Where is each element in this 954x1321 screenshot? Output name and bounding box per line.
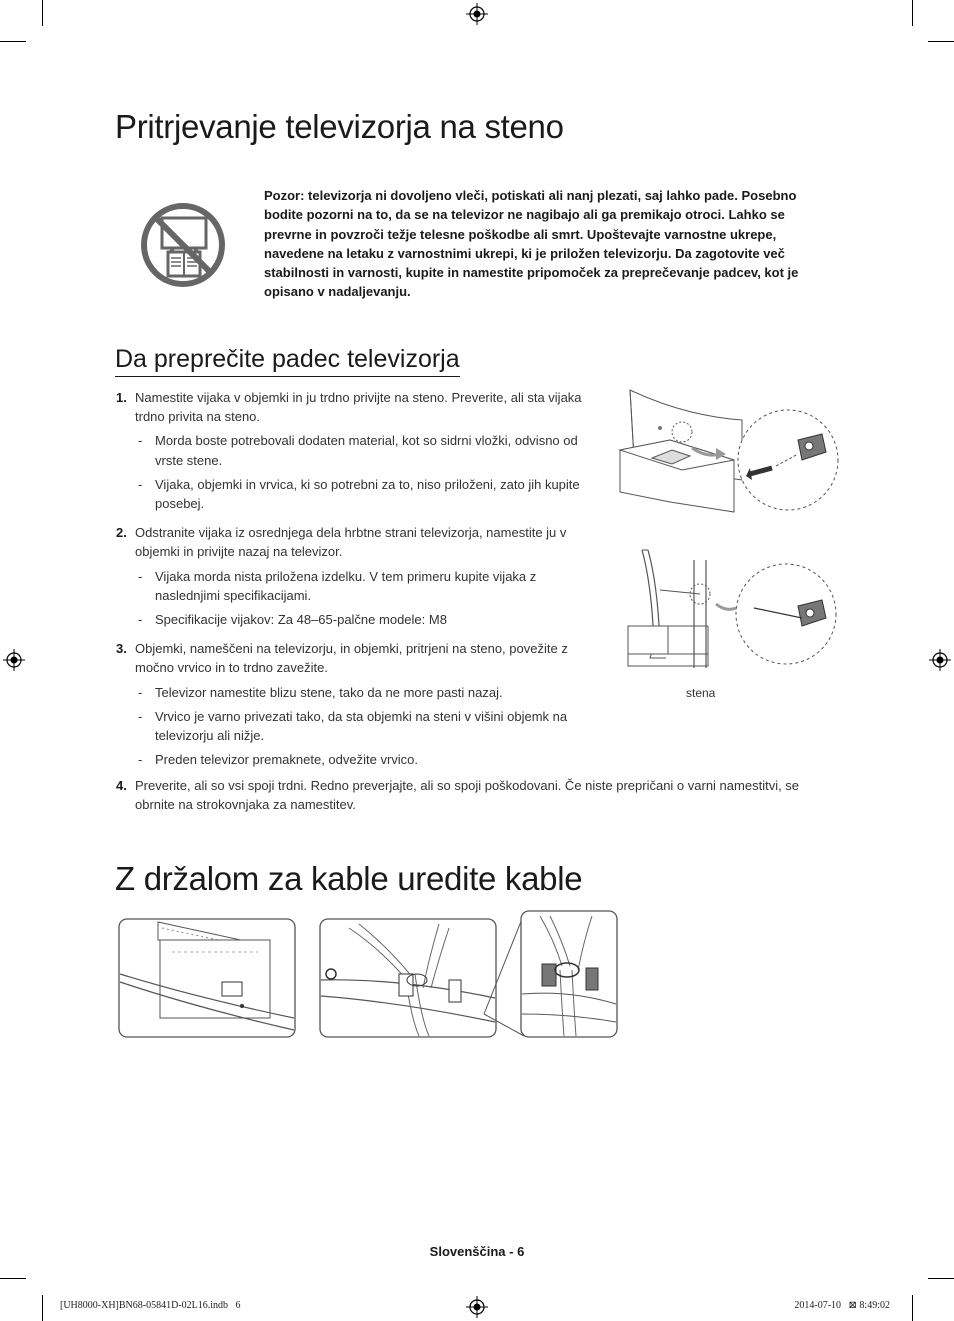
no-climbing-tv-icon xyxy=(140,202,226,288)
crop-mark xyxy=(928,1278,954,1279)
crop-mark xyxy=(912,1295,913,1321)
sub-text: Vrvico je varno privezati tako, da sta objemki na steni v višini objemk na televizorju ali nižje. xyxy=(155,708,568,744)
imprint-file: [UH8000-XH]BN68-05841D-02L16.indb 6 xyxy=(60,1300,241,1311)
registration-mark-icon xyxy=(3,649,25,671)
crop-mark xyxy=(42,1295,43,1321)
section-title-wall-mount: Pritrjevanje televizorja na steno xyxy=(115,108,564,145)
sub-text: Specifikacije vijakov: Za 48–65-palčne modele: M8 xyxy=(155,612,447,628)
step-number: 3. xyxy=(116,641,127,657)
cable-holder-illustration-1 xyxy=(118,918,296,1038)
step-text: Namestite vijaka v objemki in ju trdno privijte na steno. Preverite, ali sta vijaka trdno privita na steno. xyxy=(135,390,582,425)
warning-text: Pozor: televizorja ni dovoljeno vleči, potiskati ali nanj plezati, saj lahko pade. Posebno bodite pozorni na to, da se na televizor ne nagibajo ali ga premikajo otroci. Lahko se prevrne in povzroči težje telesne poškodbe ali smrt. Upoštevajte varnostne ukrepe, navedene na letaku z varnostnimi ukrepi, ki je priložen televizorju. Da zagotovite več stabilnosti in varnosti, kupite in namestite pripomoček za preprečevanje padcev, kot je opisano v nadaljevanju. xyxy=(264,188,799,300)
step-item xyxy=(116,388,588,426)
sub-text: Vijaka, objemki in vrvica, ki so potrebni za to, niso priloženi, zato jih kupite posebej. xyxy=(155,476,580,512)
crop-mark xyxy=(928,41,954,42)
sub-item: - Specifikacije vijakov: Za 48–65-palčne modele: M8 xyxy=(116,610,588,629)
registration-mark-icon xyxy=(466,3,488,25)
sub-text: Preden televizor premaknete, odvežite vrvico. xyxy=(155,752,419,768)
step-number: 4. xyxy=(116,778,127,793)
step-text: Objemki, nameščeni na televizorju, in objemki, pritrjeni na steno, povežite z močno vrvico in to trdno zavežite. xyxy=(135,641,568,676)
sub-text: Vijaka morda nista priložena izdelku. V tem primeru kupite vijaka z naslednjimi specifikacijami. xyxy=(155,568,537,603)
sub-item: - Preden televizor premaknete, odvežite vrvico. xyxy=(116,750,588,769)
step-number: 2. xyxy=(116,525,127,541)
sub-text: Televizor namestite blizu stene, tako da ne more pasti nazaj. xyxy=(155,684,503,700)
crop-mark xyxy=(912,0,913,26)
sub-item: - Morda boste potrebovali dodaten material, kot so sidrni vložki, odvisno od vrste stene. xyxy=(116,431,588,469)
step-number: 1. xyxy=(116,390,127,405)
section-title-cable-holder: Z držalom za kable uredite kable xyxy=(115,860,583,897)
sub-item: - Vijaka, objemki in vrvica, ki so potrebni za to, niso priloženi, zato jih kupite posebej. xyxy=(116,475,588,513)
crop-mark xyxy=(42,0,43,26)
tv-wall-side-illustration xyxy=(626,546,842,668)
sub-item: - Vijaka morda nista priložena izdelku. V tem primeru kupite vijaka z naslednjimi specifikacijami. xyxy=(116,567,588,605)
imprint-datetime: 2014-07-10 ⊠ 8:49:02 xyxy=(794,1300,890,1311)
crop-mark xyxy=(0,41,26,42)
step-text: Preverite, ali so vsi spoji trdni. Redno preverjajte, ali so spoji poškodovani. Če niste prepričani o varni namestitvi, se obrnite na strokovnjaka za namestitev. xyxy=(135,778,800,813)
sub-item: - Vrvico je varno privezati tako, da sta objemki na steni v višini objemk na televizorju ali nižje. xyxy=(116,707,588,745)
step-item xyxy=(116,523,588,561)
registration-mark-icon xyxy=(929,649,951,671)
step-item xyxy=(116,639,588,677)
tv-bracket-illustration xyxy=(612,388,842,516)
registration-mark-icon xyxy=(466,1296,488,1318)
page-number: Slovenščina - 6 xyxy=(429,1244,525,1259)
subsection-title-prevent-falling: Da preprečite padec televizorja xyxy=(115,345,460,377)
crop-mark xyxy=(0,1278,26,1279)
steps-list xyxy=(116,388,588,769)
wall-label: stena xyxy=(686,686,716,700)
sub-item: - Televizor namestite blizu stene, tako da ne more pasti nazaj. xyxy=(116,683,588,702)
step-text: Odstranite vijaka iz osrednjega dela hrbtne strani televizorja, namestite ju v objemki in privijte nazaj na televizor. xyxy=(135,525,567,560)
steps-list xyxy=(116,776,840,814)
cable-holder-illustration-2 xyxy=(319,918,497,1038)
cable-holder-illustration-3 xyxy=(520,910,618,1038)
step-item xyxy=(116,776,840,814)
sub-text: Morda boste potrebovali dodaten material, kot so sidrni vložki, odvisno od vrste stene. xyxy=(155,433,578,468)
